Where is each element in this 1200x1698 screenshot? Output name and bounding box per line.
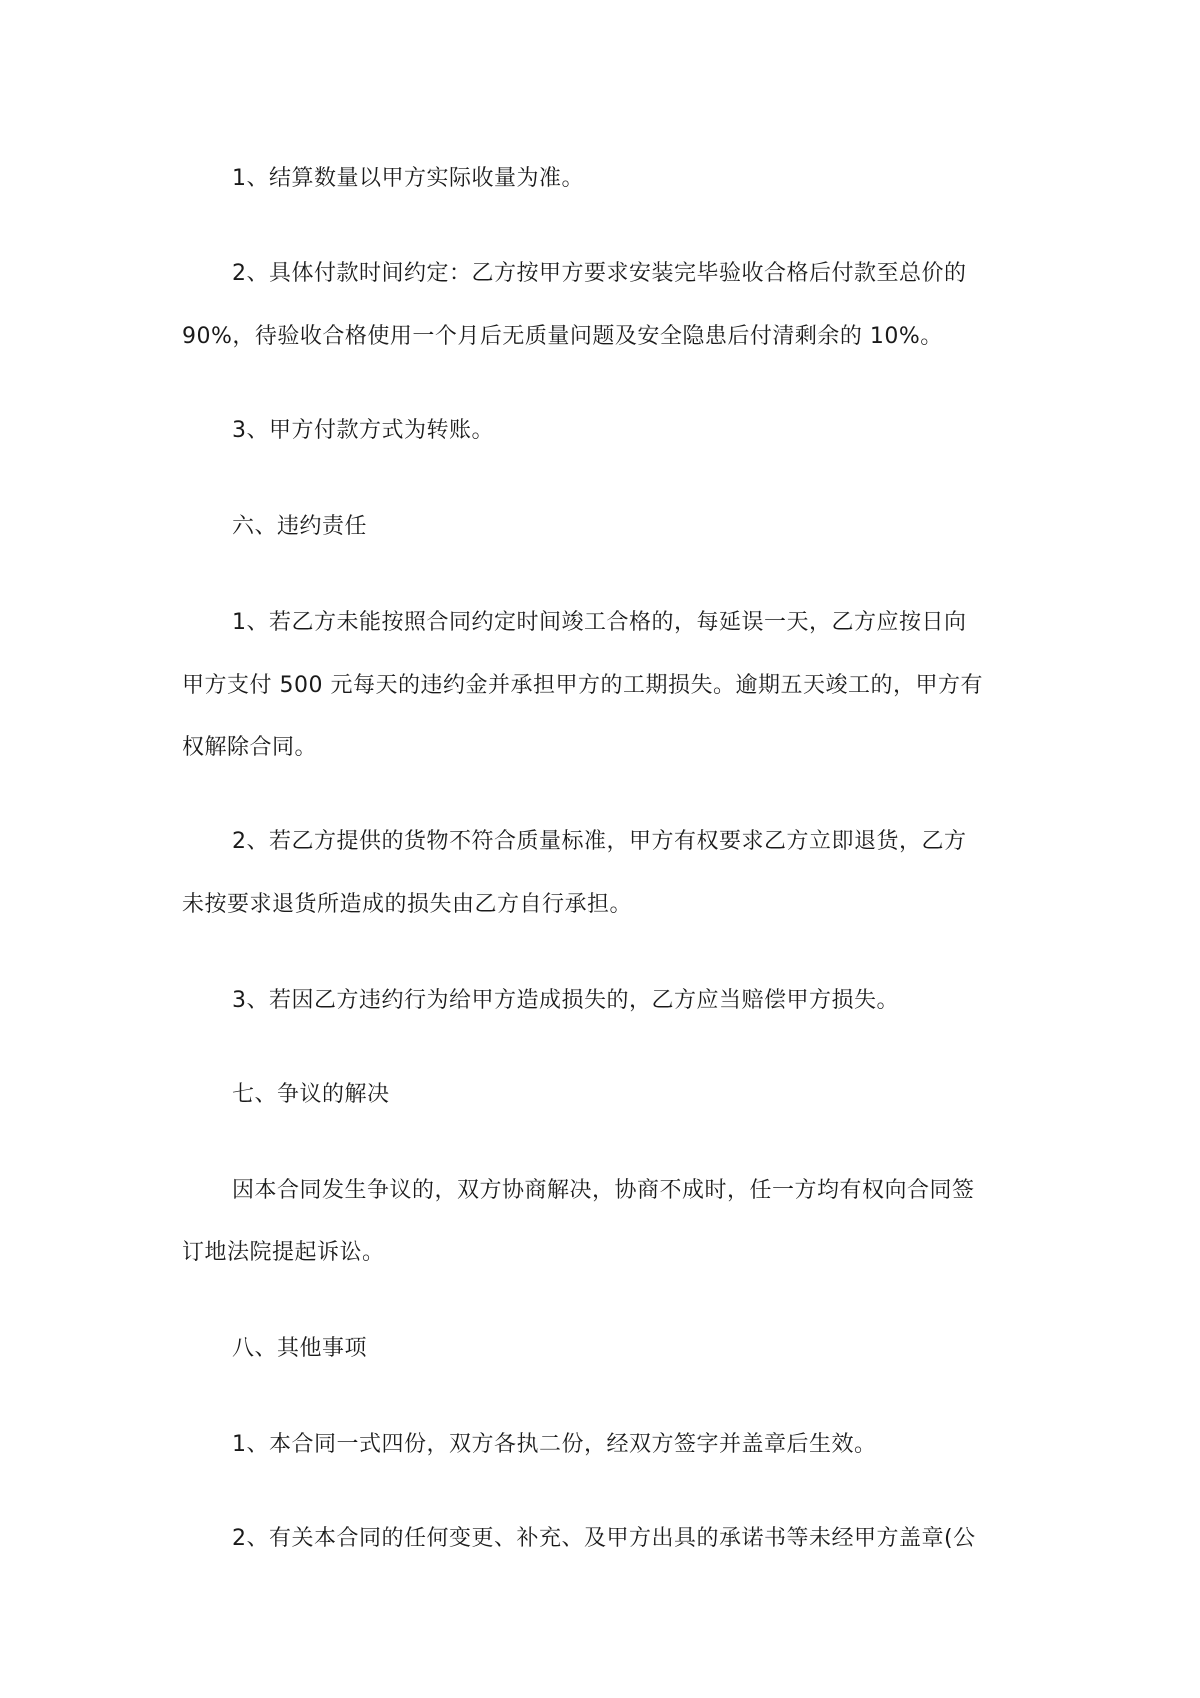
clause-7-line-1: 因本合同发生争议的，双方协商解决，协商不成时，任一方均有权向合同签	[232, 1178, 975, 1203]
section-7-heading: 七、争议的解决	[232, 1082, 390, 1107]
clause-5-1: 1、结算数量以甲方实际收量为准。	[232, 166, 584, 191]
clause-8-1: 1、本合同一式四份，双方各执二份，经双方签字并盖章后生效。	[232, 1432, 877, 1457]
clause-5-2-line-2: 90%，待验收合格使用一个月后无质量问题及安全隐患后付清剩余的 10%。	[182, 324, 943, 349]
clause-6-1-line-3: 权解除合同。	[182, 735, 318, 760]
section-8-heading: 八、其他事项	[232, 1336, 368, 1361]
clause-5-2-line-1: 2、具体付款时间约定：乙方按甲方要求安装完毕验收合格后付款至总价的	[232, 261, 967, 286]
clause-6-2-line-1: 2、若乙方提供的货物不符合质量标准，甲方有权要求乙方立即退货，乙方	[232, 829, 967, 854]
clause-5-3: 3、甲方付款方式为转账。	[232, 418, 494, 443]
clause-6-1-line-1: 1、若乙方未能按照合同约定时间竣工合格的，每延误一天，乙方应按日向	[232, 610, 967, 635]
clause-6-2-line-2: 未按要求退货所造成的损失由乙方自行承担。	[182, 892, 633, 917]
clause-7-line-2: 订地法院提起诉讼。	[182, 1240, 385, 1265]
clause-6-3: 3、若因乙方违约行为给甲方造成损失的，乙方应当赔偿甲方损失。	[232, 988, 899, 1013]
clause-8-2-line-1: 2、有关本合同的任何变更、补充、及甲方出具的承诺书等未经甲方盖章(公	[232, 1526, 976, 1551]
section-6-heading: 六、违约责任	[232, 514, 368, 539]
clause-6-1-line-2: 甲方支付 500 元每天的违约金并承担甲方的工期损失。逾期五天竣工的，甲方有	[182, 673, 983, 698]
